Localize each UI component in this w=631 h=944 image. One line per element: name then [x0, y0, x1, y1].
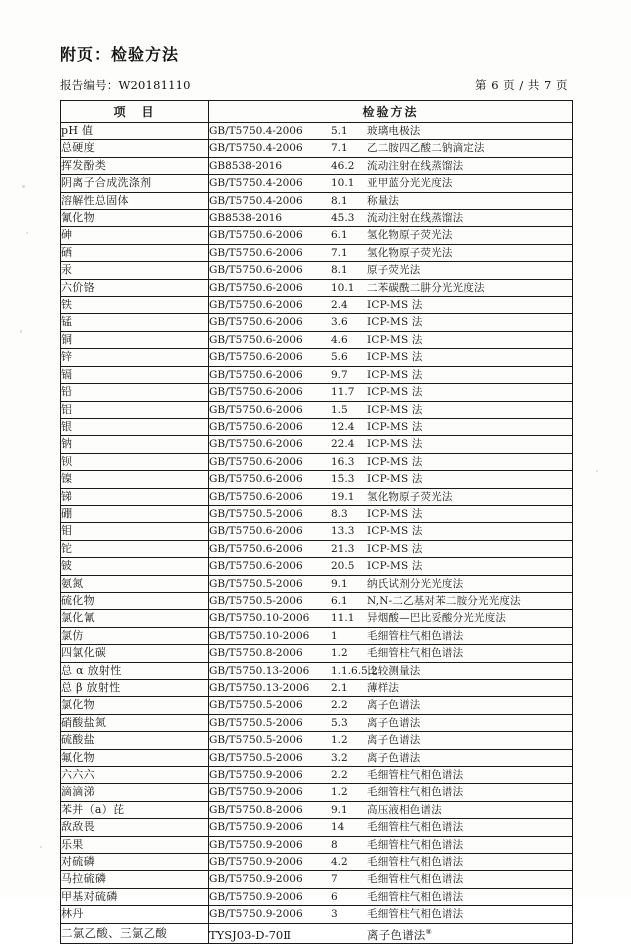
method-clause: 11.7 [331, 386, 355, 399]
method-clause: 8.1 [331, 194, 348, 207]
method-name: 氢化物原子荧光法 [367, 229, 453, 242]
cell-item: 对硫磷 [61, 854, 209, 871]
scan-speck [596, 470, 598, 472]
table-row [61, 523, 573, 540]
method-clause: 1.1.6.5.2 [331, 664, 378, 677]
method-standard: GB/T5750.6-2006 [209, 229, 303, 242]
method-name: ICP-MS 法 [367, 473, 423, 486]
method-standard: GB/T5750.6-2006 [209, 542, 303, 555]
table-row [61, 471, 573, 488]
method-name: N,N-二乙基对苯二胺分光光度法 [367, 594, 521, 607]
table-row [61, 192, 573, 209]
cell-method [209, 697, 573, 714]
cell-item: 镍 [61, 471, 209, 488]
method-clause: 10.1 [331, 177, 355, 190]
cell-item: 敌敌畏 [61, 819, 209, 836]
method-name: 毛细管柱气相色谱法 [367, 838, 464, 851]
cell-method [209, 314, 573, 331]
table-row [61, 314, 573, 331]
method-name: ICP-MS 法 [367, 438, 423, 451]
method-standard: GB/T5750.10-2006 [209, 629, 310, 642]
method-clause: 8 [331, 838, 338, 851]
table-row [61, 140, 573, 157]
method-standard: GB/T5750.6-2006 [209, 264, 303, 277]
column-header-method: 检验方法 [209, 101, 573, 123]
method-clause: 7.1 [331, 142, 348, 155]
method-standard: GB/T5750.6-2006 [209, 490, 303, 503]
cell-item: 铊 [61, 540, 209, 557]
method-name: ICP-MS 法 [367, 525, 423, 538]
table-row [61, 610, 573, 627]
cell-method [209, 871, 573, 888]
cell-item: 阴离子合成洗涤剂 [61, 175, 209, 192]
method-standard: GB/T5750.5-2006 [209, 751, 303, 764]
cell-method [209, 331, 573, 348]
cell-item: 锌 [61, 349, 209, 366]
cell-item: 硼 [61, 505, 209, 522]
method-name: ICP-MS 法 [367, 386, 423, 399]
report-number: 报告编号：W20181110 [60, 78, 191, 92]
cell-method [209, 401, 573, 418]
method-standard: GB/T5750.6-2006 [209, 420, 303, 433]
cell-item: 乐果 [61, 836, 209, 853]
method-standard: GB/T5750.5-2006 [209, 699, 303, 712]
cell-item: 马拉硫磷 [61, 871, 209, 888]
cell-method [209, 297, 573, 314]
test-methods-table [60, 100, 573, 944]
table-row [61, 262, 573, 279]
method-clause: 22.4 [331, 438, 355, 451]
page-title: 附页：检验方法 [60, 45, 180, 64]
cell-method [209, 540, 573, 557]
method-standard: GB/T5750.13-2006 [209, 682, 310, 694]
cell-item: 铁 [61, 297, 209, 314]
table-row [61, 418, 573, 435]
table-row [61, 767, 573, 784]
table-row [61, 244, 573, 261]
cell-item: 汞 [61, 262, 209, 279]
table-row [61, 210, 573, 227]
cell-method [209, 784, 573, 801]
method-standard: GB/T5750.8-2006 [209, 803, 303, 816]
method-name: ICP-MS 法 [367, 455, 423, 468]
cell-method [209, 210, 573, 227]
method-standard: GB/T5750.6-2006 [209, 525, 303, 538]
method-standard: GB/T5750.10-2006 [209, 612, 310, 625]
cell-method [209, 610, 573, 627]
method-clause: 8.3 [331, 507, 348, 520]
method-clause: 4.2 [331, 856, 348, 869]
method-clause: 9.1 [331, 803, 348, 816]
cell-item: 硒 [61, 244, 209, 261]
method-standard: GB/T5750.9-2006 [209, 821, 303, 834]
method-standard: GB/T5750.9-2006 [209, 856, 303, 869]
cell-item: 硝酸盐氮 [61, 714, 209, 731]
method-standard: GB/T5750.4-2006 [209, 142, 303, 155]
method-clause: 5.1 [331, 125, 348, 137]
table-row [61, 906, 573, 923]
cell-method [209, 627, 573, 644]
table-row [61, 558, 573, 575]
cell-item: 总 β 放射性 [61, 680, 209, 697]
table-row [61, 540, 573, 557]
cell-method [209, 436, 573, 453]
method-clause: 1 [331, 629, 338, 642]
method-clause: 1.5 [331, 403, 348, 416]
method-standard: GB/T5750.6-2006 [209, 316, 303, 329]
column-header-item: 项 目 [61, 101, 209, 123]
method-name: 毛细管柱气相色谱法 [367, 821, 464, 834]
cell-method [209, 732, 573, 749]
table-row [61, 366, 573, 383]
table-row [61, 801, 573, 818]
table-row [61, 836, 573, 853]
method-standard: GB/T5750.5-2006 [209, 507, 303, 520]
method-clause: 7.1 [331, 246, 348, 259]
method-clause: 46.2 [331, 159, 355, 172]
cell-method [209, 471, 573, 488]
method-footnote-marker: ⑧ [425, 927, 432, 936]
table-row [61, 888, 573, 905]
cell-method [209, 749, 573, 766]
method-name: 二苯碳酰二肼分光光度法 [367, 281, 485, 294]
method-standard: GB/T5750.6-2006 [209, 368, 303, 381]
method-name: ICP-MS 法 [367, 316, 423, 329]
table-row [61, 436, 573, 453]
method-name: ICP-MS 法 [367, 351, 423, 364]
method-clause: 19.1 [331, 490, 355, 503]
scan-speck [40, 846, 42, 848]
cell-item: 氯仿 [61, 627, 209, 644]
cell-item: 氨氮 [61, 575, 209, 592]
cell-item: 锰 [61, 314, 209, 331]
method-clause: 2.4 [331, 299, 348, 312]
method-clause: 10.1 [331, 281, 355, 294]
scan-speck [26, 232, 28, 234]
cell-item: 溶解性总固体 [61, 192, 209, 209]
table-row [61, 784, 573, 801]
cell-method [209, 575, 573, 592]
method-standard: GB/T5750.5-2006 [209, 734, 303, 747]
method-name: ICP-MS 法 [367, 560, 423, 573]
cell-item: 钠 [61, 436, 209, 453]
table-row [61, 384, 573, 401]
cell-item: 四氯化碳 [61, 645, 209, 662]
method-standard: GB/T5750.13-2006 [209, 664, 310, 677]
cell-method [209, 680, 573, 697]
method-standard: GB/T5750.6-2006 [209, 455, 303, 468]
cell-item: 硫酸盐 [61, 732, 209, 749]
method-name: 毛细管柱气相色谱法 [367, 769, 464, 782]
method-name: ICP-MS 法 [367, 299, 423, 312]
method-clause: 45.3 [331, 212, 355, 225]
method-name: 乙二胺四乙酸二钠滴定法 [367, 142, 485, 155]
method-clause: 14 [331, 821, 345, 834]
method-name: ICP-MS 法 [367, 368, 423, 381]
cell-method [209, 384, 573, 401]
cell-method [209, 888, 573, 905]
cell-item: 六六六 [61, 767, 209, 784]
method-standard: GB/T5750.9-2006 [209, 786, 303, 799]
table-row [61, 157, 573, 174]
method-standard: GB/T5750.6-2006 [209, 560, 303, 573]
table-header-row [61, 101, 573, 123]
method-name: 流动注射在线蒸馏法 [367, 212, 464, 225]
method-name: 氢化物原子荧光法 [367, 490, 453, 503]
method-standard: GB/T5750.5-2006 [209, 594, 303, 607]
cell-item: 铜 [61, 331, 209, 348]
method-name: ICP-MS 法 [367, 420, 423, 433]
cell-item: 挥发酚类 [61, 157, 209, 174]
cell-method [209, 662, 573, 679]
method-name: 离子色谱法 [367, 699, 421, 712]
cell-method [209, 262, 573, 279]
method-standard: GB/T5750.6-2006 [209, 281, 303, 294]
method-standard: TYSJ03-D-70Ⅱ [209, 927, 292, 942]
method-name: 流动注射在线蒸馏法 [367, 159, 464, 172]
method-name: 离子色谱法 [367, 716, 421, 729]
table-row [61, 627, 573, 644]
method-name: 毛细管柱气相色谱法 [367, 856, 464, 869]
cell-method [209, 923, 573, 943]
method-name: 毛细管柱气相色谱法 [367, 890, 464, 903]
cell-method [209, 523, 573, 540]
method-clause: 1.2 [331, 786, 348, 799]
scan-speck [20, 330, 22, 333]
cell-method [209, 140, 573, 157]
cell-item: 氰化物 [61, 210, 209, 227]
cell-method [209, 244, 573, 261]
method-name: 毛细管柱气相色谱法 [367, 786, 464, 799]
cell-method [209, 349, 573, 366]
table-row [61, 680, 573, 697]
cell-item: 氯化物 [61, 697, 209, 714]
cell-method [209, 592, 573, 609]
method-clause: 5.6 [331, 351, 348, 364]
table-row [61, 871, 573, 888]
cell-item: 氟化物 [61, 749, 209, 766]
method-standard: GB/T5750.4-2006 [209, 194, 303, 207]
method-clause: 1.2 [331, 734, 348, 747]
cell-method [209, 714, 573, 731]
table-row [61, 349, 573, 366]
cell-item: 总 α 放射性 [61, 662, 209, 679]
method-standard: GB/T5750.6-2006 [209, 438, 303, 451]
method-clause: 2.2 [331, 699, 348, 712]
method-standard: GB/T5750.5-2006 [209, 577, 303, 590]
cell-item: pH 值 [61, 123, 209, 140]
method-standard: GB/T5750.9-2006 [209, 908, 303, 921]
table-row [61, 279, 573, 296]
method-clause: 13.3 [331, 525, 355, 538]
table-row [61, 575, 573, 592]
cell-item: 苯并（a）芘 [61, 801, 209, 818]
table-row [61, 592, 573, 609]
cell-method [209, 558, 573, 575]
table-row [61, 123, 573, 140]
cell-item: 滴滴涕 [61, 784, 209, 801]
method-standard: GB/T5750.6-2006 [209, 403, 303, 416]
cell-method [209, 645, 573, 662]
method-standard: GB/T5750.9-2006 [209, 873, 303, 886]
method-clause: 3.2 [331, 751, 348, 764]
method-name: 称量法 [367, 194, 400, 207]
table-row [61, 505, 573, 522]
cell-method [209, 175, 573, 192]
cell-item: 二氯乙酸、三氯乙酸 [61, 923, 209, 943]
method-name: 薄样法 [367, 682, 400, 694]
method-clause: 9.7 [331, 368, 348, 381]
scan-speck [22, 185, 25, 188]
method-clause: 1.2 [331, 647, 348, 660]
method-clause: 15.3 [331, 473, 355, 486]
table-row [61, 645, 573, 662]
method-standard: GB/T5750.6-2006 [209, 473, 303, 486]
method-standard: GB8538-2016 [209, 212, 283, 225]
table-row [61, 401, 573, 418]
method-name: 亚甲蓝分光光度法 [367, 177, 453, 190]
method-standard: GB/T5750.8-2006 [209, 647, 303, 660]
table-row [61, 175, 573, 192]
method-standard: GB/T5750.4-2006 [209, 177, 303, 190]
cell-method [209, 906, 573, 923]
method-clause: 6.1 [331, 594, 348, 607]
cell-method [209, 157, 573, 174]
method-name: 毛细管柱气相色谱法 [367, 873, 464, 886]
cell-method [209, 505, 573, 522]
method-name: ICP-MS 法 [367, 542, 423, 555]
method-name: 高压液相色谱法 [367, 803, 442, 816]
cell-item: 锑 [61, 488, 209, 505]
cell-method [209, 366, 573, 383]
cell-method [209, 836, 573, 853]
method-name: 纳氏试剂分光光度法 [367, 577, 464, 590]
cell-method [209, 854, 573, 871]
cell-item: 铅 [61, 384, 209, 401]
table-row [61, 331, 573, 348]
method-name: ICP-MS 法 [367, 507, 423, 520]
cell-item: 镉 [61, 366, 209, 383]
method-standard: GB/T5750.5-2006 [209, 716, 303, 729]
method-standard: GB/T5750.6-2006 [209, 351, 303, 364]
cell-method [209, 819, 573, 836]
method-name: ICP-MS 法 [367, 333, 423, 346]
method-clause: 16.3 [331, 455, 355, 468]
cell-item: 银 [61, 418, 209, 435]
method-clause: 2.1 [331, 682, 348, 694]
report-meta [60, 77, 572, 93]
method-name: ICP-MS 法 [367, 403, 423, 416]
method-standard: GB/T5750.6-2006 [209, 246, 303, 259]
method-standard: GB/T5750.6-2006 [209, 386, 303, 399]
method-name: 离子色谱法 [367, 927, 426, 942]
table-row [61, 749, 573, 766]
table-row [61, 662, 573, 679]
table-row [61, 488, 573, 505]
method-clause: 3 [331, 908, 338, 921]
cell-item: 氯化氰 [61, 610, 209, 627]
method-standard: GB/T5750.6-2006 [209, 299, 303, 312]
method-name: 毛细管柱气相色谱法 [367, 908, 464, 921]
cell-method [209, 488, 573, 505]
method-name: 氢化物原子荧光法 [367, 246, 453, 259]
method-standard: GB/T5750.6-2006 [209, 333, 303, 346]
table-row [61, 923, 573, 943]
method-name: 异烟酸—巴比妥酸分光光度法 [367, 612, 507, 625]
cell-method [209, 192, 573, 209]
table-row [61, 854, 573, 871]
method-name: 离子色谱法 [367, 751, 421, 764]
cell-item: 甲基对硫磷 [61, 888, 209, 905]
cell-method [209, 227, 573, 244]
method-clause: 12.4 [331, 420, 355, 433]
cell-method [209, 123, 573, 140]
table-row [61, 697, 573, 714]
page-number: 第 6 页 / 共 7 页 [475, 78, 568, 92]
method-clause: 3.6 [331, 316, 348, 329]
method-clause: 8.1 [331, 264, 348, 277]
cell-method [209, 453, 573, 470]
cell-method [209, 801, 573, 818]
method-clause: 4.6 [331, 333, 348, 346]
table-row [61, 732, 573, 749]
cell-item: 林丹 [61, 906, 209, 923]
table-row [61, 714, 573, 731]
cell-item: 铝 [61, 401, 209, 418]
method-clause: 2.2 [331, 769, 348, 782]
cell-method [209, 279, 573, 296]
cell-item: 硫化物 [61, 592, 209, 609]
table-row [61, 819, 573, 836]
method-standard: GB/T5750.9-2006 [209, 890, 303, 903]
table-row [61, 453, 573, 470]
method-clause: 9.1 [331, 577, 348, 590]
method-name: 离子色谱法 [367, 734, 421, 747]
method-name: 毛细管柱气相色谱法 [367, 647, 464, 660]
cell-item: 总硬度 [61, 140, 209, 157]
method-name: 比较测量法 [367, 664, 421, 677]
cell-method [209, 418, 573, 435]
method-clause: 7 [331, 873, 338, 886]
cell-item: 钼 [61, 523, 209, 540]
method-name: 玻璃电极法 [367, 125, 421, 137]
cell-item: 砷 [61, 227, 209, 244]
table-row [61, 227, 573, 244]
method-name: 原子荧光法 [367, 264, 421, 277]
table-row [61, 297, 573, 314]
method-clause: 6 [331, 890, 338, 903]
method-clause: 20.5 [331, 560, 355, 573]
method-clause: 6.1 [331, 229, 348, 242]
cell-item: 铍 [61, 558, 209, 575]
method-standard: GB/T5750.9-2006 [209, 838, 303, 851]
cell-item: 钡 [61, 453, 209, 470]
method-clause: 5.3 [331, 716, 348, 729]
method-clause: 21.3 [331, 542, 355, 555]
document-body [60, 42, 572, 944]
method-name: 毛细管柱气相色谱法 [367, 629, 464, 642]
method-clause: 11.1 [331, 612, 355, 625]
method-standard: GB/T5750.4-2006 [209, 125, 303, 137]
method-standard: GB8538-2016 [209, 159, 283, 172]
cell-item: 六价铬 [61, 279, 209, 296]
cell-method [209, 767, 573, 784]
method-standard: GB/T5750.9-2006 [209, 769, 303, 782]
